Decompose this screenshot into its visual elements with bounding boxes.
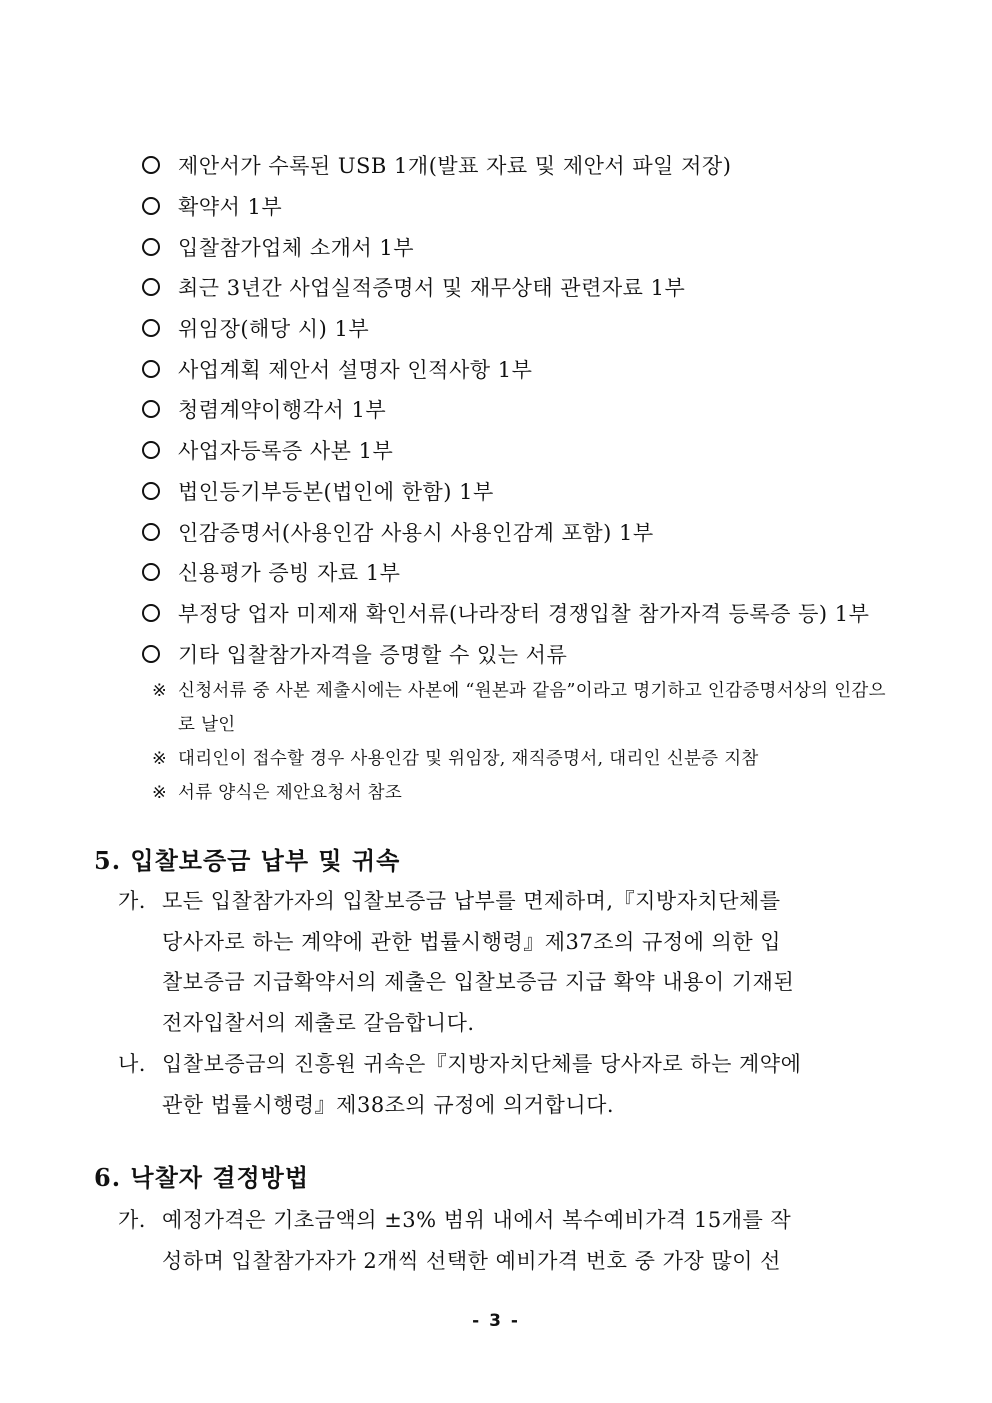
list-item [142, 308, 912, 349]
list-item-text: 입찰참가업체 소개서 1부 [178, 235, 415, 260]
paragraph-line [118, 1241, 898, 1282]
page-number: - 3 - [472, 1311, 520, 1331]
list-item [142, 145, 912, 186]
list-item [142, 593, 912, 634]
list-item-text: 법인등기부등본(법인에 한함) 1부 [178, 479, 494, 504]
section-5-paragraph-ga [118, 881, 898, 1043]
circle-bullet-icon [142, 278, 160, 296]
list-item [142, 552, 912, 593]
reference-mark-icon: ※ [152, 749, 167, 769]
required-documents-list [142, 145, 912, 674]
circle-bullet-icon [142, 563, 160, 581]
circle-bullet-icon [142, 400, 160, 418]
reference-mark-icon: ※ [152, 681, 167, 701]
list-item-text: 인감증명서(사용인감 사용시 사용인감계 포함) 1부 [178, 520, 654, 545]
list-item-text: 신용평가 증빙 자료 1부 [178, 561, 401, 586]
notes-block [152, 674, 902, 810]
paragraph-indent [118, 1085, 162, 1126]
section-5-paragraph-na [118, 1044, 898, 1125]
paragraph-text: 당사자로 하는 계약에 관한 법률시행령』제37조의 규정에 의한 입 [162, 929, 782, 954]
list-item-text: 위임장(해당 시) 1부 [178, 317, 370, 342]
list-item [142, 511, 912, 552]
circle-bullet-icon [142, 197, 160, 215]
section-5-title: 5. 입찰보증금 납부 및 귀속 [94, 846, 401, 875]
list-item [142, 267, 912, 308]
list-item [142, 430, 912, 471]
paragraph-line [118, 1003, 898, 1044]
paragraph-line [118, 1044, 898, 1085]
paragraph-text: 모든 입찰참가자의 입찰보증금 납부를 면제하며,『지방자치단체를 [162, 889, 781, 913]
paragraph-text: 찰보증금 지급확약서의 제출은 입찰보증금 지급 확약 내용이 기재된 [162, 970, 795, 994]
list-item-text: 사업계획 제안서 설명자 인적사항 1부 [178, 357, 533, 382]
list-item [142, 471, 912, 512]
list-item [142, 633, 912, 674]
paragraph-text: 성하며 입찰참가자가 2개씩 선택한 예비가격 번호 중 가장 많이 선 [162, 1248, 781, 1273]
section-6-paragraph-ga [118, 1200, 898, 1281]
note-item [152, 776, 902, 810]
circle-bullet-icon [142, 238, 160, 256]
paragraph-line [118, 1085, 898, 1126]
circle-bullet-icon [142, 156, 160, 174]
paragraph-line [118, 922, 898, 963]
list-item-text: 최근 3년간 사업실적증명서 및 재무상태 관련자료 1부 [178, 276, 686, 301]
note-text: 서류 양식은 제안요청서 참조 [178, 783, 403, 803]
circle-bullet-icon [142, 604, 160, 622]
circle-bullet-icon [142, 645, 160, 663]
paragraph-line [118, 1200, 898, 1241]
list-item [142, 348, 912, 389]
note-item [152, 674, 902, 742]
paragraph-label: 가. [118, 1208, 146, 1232]
paragraph-indent [118, 1003, 162, 1044]
paragraph-text: 전자입찰서의 제출로 갈음합니다. [162, 1010, 475, 1035]
paragraph-text: 입찰보증금의 진흥원 귀속은『지방자치단체를 당사자로 하는 계약에 [162, 1052, 802, 1076]
paragraph-indent [118, 1241, 162, 1282]
circle-bullet-icon [142, 441, 160, 459]
paragraph-line [118, 881, 898, 922]
circle-bullet-icon [142, 482, 160, 500]
paragraph-indent [118, 962, 162, 1003]
list-item-text: 기타 입찰참가자격을 증명할 수 있는 서류 [178, 642, 568, 667]
note-item [152, 742, 902, 776]
list-item-text: 사업자등록증 사본 1부 [178, 439, 394, 464]
paragraph-label: 나. [118, 1052, 146, 1076]
circle-bullet-icon [142, 523, 160, 541]
paragraph-text: 관한 법률시행령』제38조의 규정에 의거합니다. [162, 1092, 615, 1117]
list-item-text: 제안서가 수록된 USB 1개(발표 자료 및 제안서 파일 저장) [178, 154, 732, 179]
paragraph-text: 예정가격은 기초금액의 ±3% 범위 내에서 복수예비가격 15개를 작 [162, 1208, 792, 1232]
paragraph-line [118, 962, 898, 1003]
paragraph-label: 가. [118, 889, 146, 913]
list-item-text: 청렴계약이행각서 1부 [178, 398, 387, 423]
list-item [142, 186, 912, 227]
list-item [142, 389, 912, 430]
circle-bullet-icon [142, 360, 160, 378]
list-item-text: 부정당 업자 미제재 확인서류(나라장터 경쟁입찰 참가자격 등록증 등) 1부 [178, 601, 870, 626]
list-item [142, 226, 912, 267]
note-text: 신청서류 중 사본 제출시에는 사본에 “원본과 같음”이라고 명기하고 인감증명서상의 인감으로 날인 [178, 681, 886, 735]
paragraph-indent [118, 922, 162, 963]
list-item-text: 확약서 1부 [178, 195, 283, 220]
circle-bullet-icon [142, 319, 160, 337]
section-6-title: 6. 낙찰자 결정방법 [94, 1163, 310, 1192]
reference-mark-icon: ※ [152, 783, 167, 803]
note-text: 대리인이 접수할 경우 사용인감 및 위임장, 재직증명서, 대리인 신분증 지참 [178, 749, 759, 769]
